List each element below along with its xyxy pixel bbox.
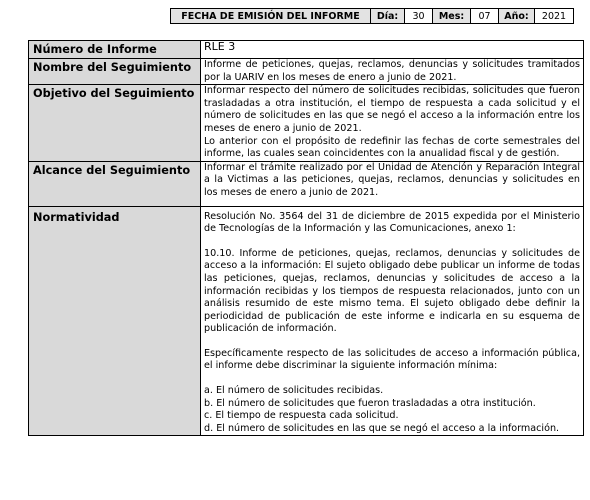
normatividad-value	[201, 206, 584, 436]
year-label: Año:	[499, 9, 535, 23]
nombre-seguimiento-label: Nombre del Seguimiento	[29, 59, 201, 85]
month-label: Mes:	[433, 9, 471, 23]
normatividad-paragraph-1: Resolución No. 3564 del 31 de diciembre de 2015 expedida por el Ministerio de Tecnologías de la Información y las Comunicaciones, anexo 1:	[204, 210, 580, 235]
alcance-seguimiento-label: Alcance del Seguimiento	[29, 161, 201, 206]
normatividad-label: Normatividad	[29, 206, 201, 436]
objetivo-paragraph-1: Informar respecto del número de solicitudes recibidas, solicitudes que fueron trasladadas a otra institución, el tiempo de respuesta a cada solicitud y el número de solicitudes en las que se negó el acceso a la información entre los meses de enero a junio de 2021.	[204, 85, 580, 134]
day-value: 30	[405, 9, 433, 23]
report-table	[28, 40, 584, 436]
alcance-seguimiento-value: Informar el trámite realizado por el Unidad de Atención y Reparación Integral a la Victimas a las peticiones, quejas, reclamos, denuncias y solicitudes en los meses de enero a junio de 2021.	[201, 161, 584, 206]
list-item: d. El número de solicitudes en las que se negó el acceso a la información.	[204, 422, 560, 434]
year-value: 2021	[541, 10, 567, 22]
day-label: Día:	[371, 9, 405, 23]
objetivo-paragraph-2: Lo anterior con el propósito de redefinir las fechas de corte semestrales del informe, las cuales sean coincidentes con la anualidad fiscal y de gestión.	[204, 135, 580, 160]
row-numero-informe	[29, 41, 584, 59]
nombre-seguimiento-value: Informe de peticiones, quejas, reclamos, denuncias y solicitudes tramitados por la UARIV en los meses de enero a junio de 2021.	[201, 59, 584, 85]
month-value: 07	[471, 9, 499, 23]
numero-informe-value: RLE 3	[201, 41, 584, 59]
normatividad-paragraph-3: Específicamente respecto de las solicitudes de acceso a información pública, el informe debe discriminar la siguiente información mínima:	[204, 347, 580, 372]
objetivo-seguimiento-value	[201, 85, 584, 162]
normatividad-paragraph-2: 10.10. Informe de peticiones, quejas, reclamos, denuncias y solicitudes de acceso a la información: El sujeto obligado debe publicar un informe de todas las peticiones, quejas, reclamos, denuncias y solicitudes de acceso a la información recibidas y los tiempos de respuesta relacionados, junto con un análisis resumido de este mismo tema. El sujeto obligado debe definir la periodicidad de publicación de este informe e indicarla en su esquema de publicación de información.	[204, 247, 580, 335]
row-normatividad	[29, 206, 584, 436]
list-item: b. El número de solicitudes que fueron trasladadas a otra institución.	[204, 397, 536, 409]
row-nombre-seguimiento	[29, 59, 584, 85]
row-objetivo-seguimiento	[29, 85, 584, 162]
list-item: c. El tiempo de respuesta cada solicitud.	[204, 410, 399, 422]
emission-title: FECHA DE EMISIÓN DEL INFORME	[171, 9, 371, 23]
numero-informe-label: Número de Informe	[29, 41, 201, 59]
objetivo-seguimiento-label: Objetivo del Seguimiento	[29, 85, 201, 162]
list-item: a. El número de solicitudes recibidas.	[204, 385, 384, 397]
row-alcance-seguimiento	[29, 161, 584, 206]
emission-date-bar	[170, 8, 574, 24]
